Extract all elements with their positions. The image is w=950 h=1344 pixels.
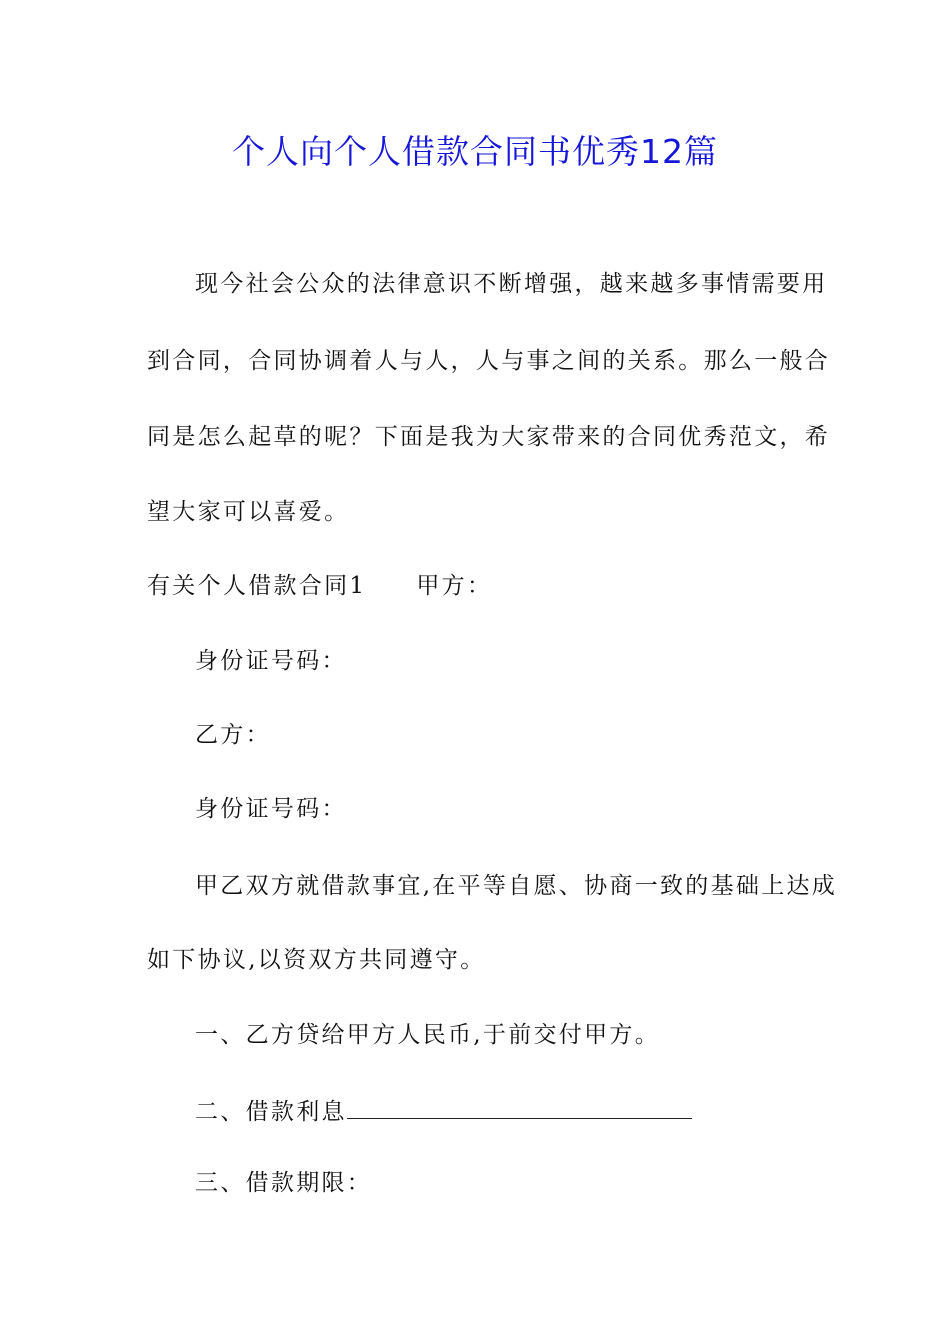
party-b-label: 乙方： bbox=[195, 722, 271, 748]
party-a-label: 甲方： bbox=[416, 573, 493, 599]
intro-line-1: 现今社会公众的法律意识不断增强，越来越多事情需要用 bbox=[195, 271, 828, 297]
intro-line-4: 望大家可以喜爱。 bbox=[147, 499, 350, 525]
clause-2: 二、借款利息 bbox=[195, 1099, 347, 1125]
interest-blank-underline bbox=[347, 1092, 692, 1119]
agreement-line-2: 如下协议,以资双方共同遵守。 bbox=[147, 947, 486, 973]
id-b-label: 身份证号码： bbox=[195, 796, 347, 822]
clause-2-line bbox=[195, 1092, 692, 1129]
clause-1: 一、乙方贷给甲方人民币,于前交付甲方。 bbox=[195, 1022, 661, 1048]
intro-line-3: 同是怎么起草的呢？下面是我为大家带来的合同优秀范文，希 bbox=[147, 424, 831, 450]
intro-line-2: 到合同，合同协调着人与人，人与事之间的关系。那么一般合 bbox=[147, 348, 831, 374]
id-a-label: 身份证号码： bbox=[195, 648, 347, 674]
section-heading: 有关个人借款合同1 bbox=[147, 573, 367, 599]
clause-3: 三、借款期限： bbox=[195, 1170, 373, 1196]
agreement-line-1: 甲乙双方就借款事宜,在平等自愿、协商一致的基础上达成 bbox=[195, 873, 838, 899]
section-heading-line bbox=[147, 569, 492, 603]
document-title: 个人向个人借款合同书优秀12篇 bbox=[232, 132, 718, 171]
